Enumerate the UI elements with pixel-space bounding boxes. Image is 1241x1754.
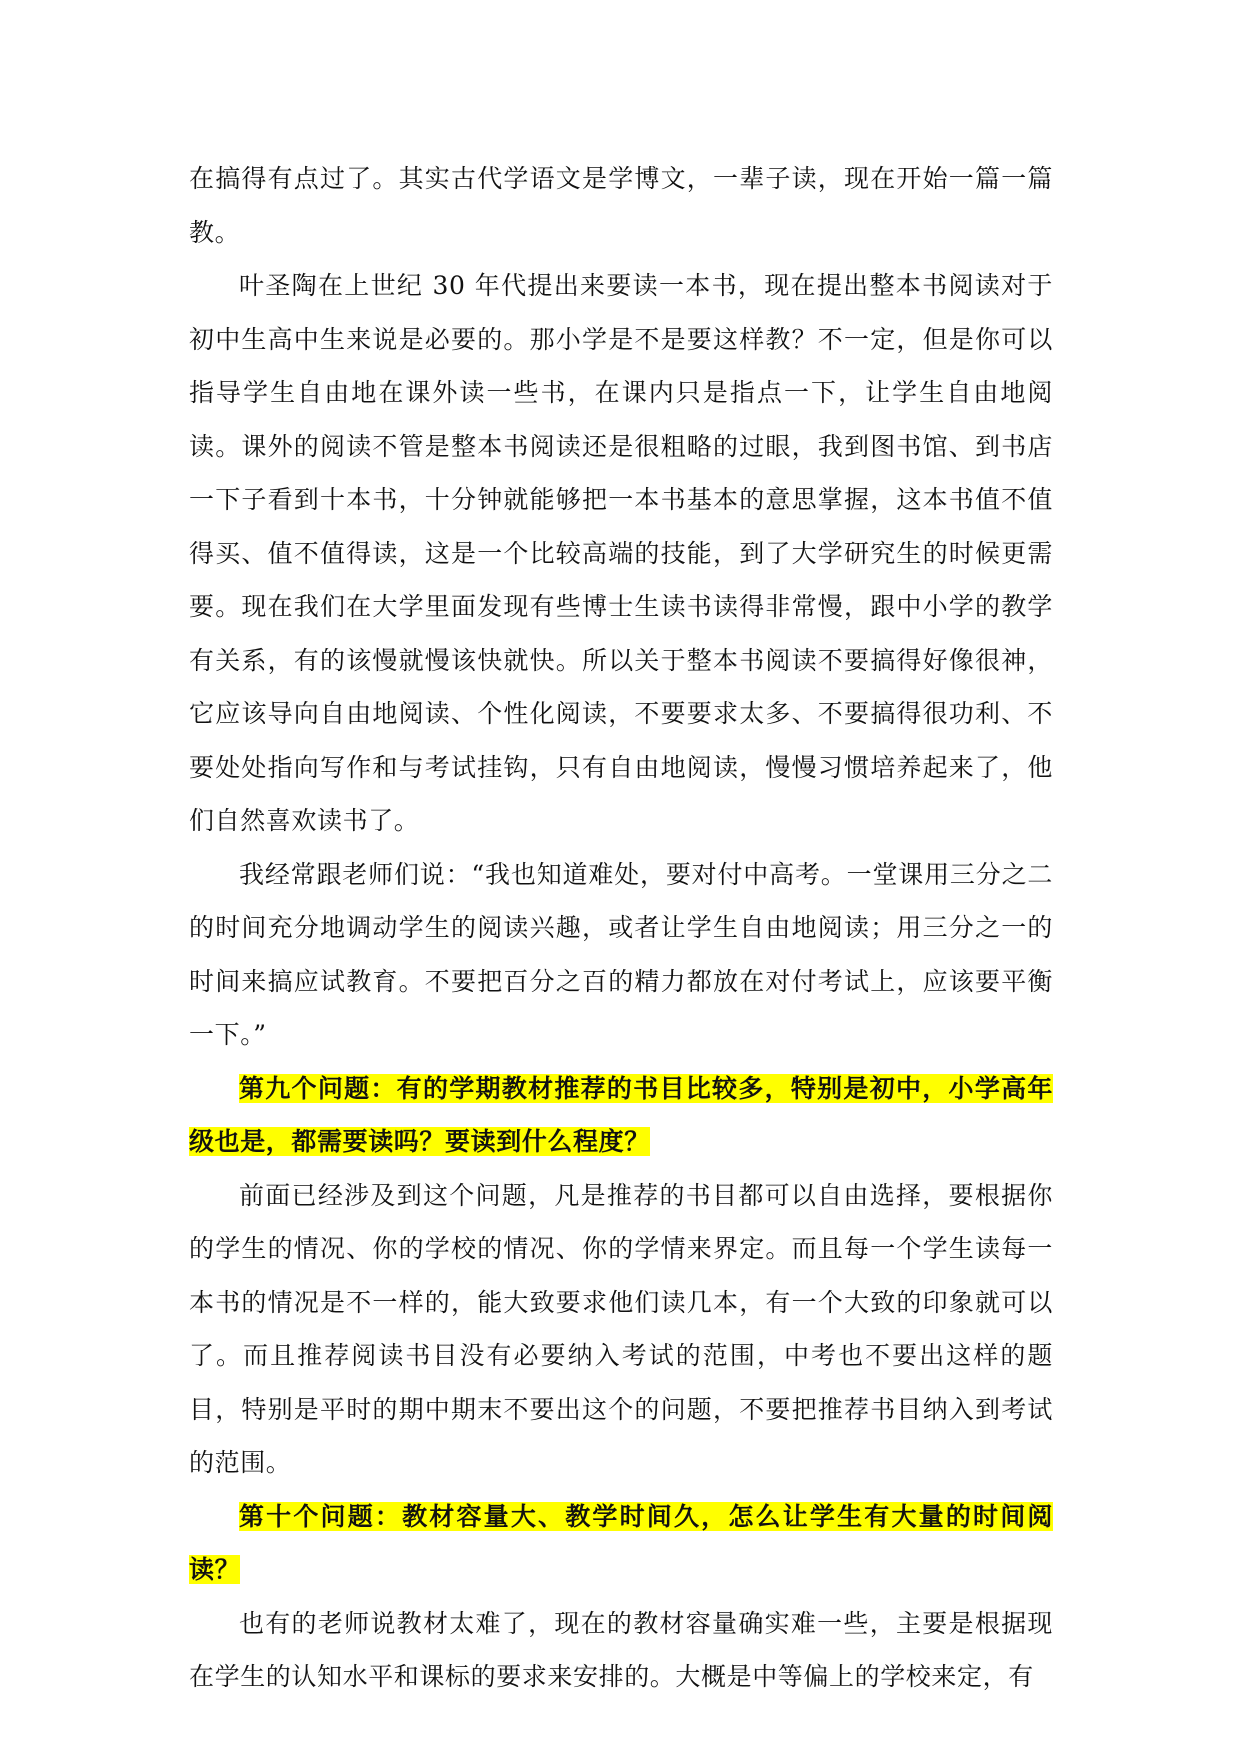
paragraph-answer-ten: 也有的老师说教材太难了，现在的教材容量确实难一些，主要是根据现在学生的认知水平和课标的要求来安排的。大概是中等偏上的学校来定，有 [189,1608,1053,1691]
paragraph-continued: 在搞得有点过了。其实古代学语文是学博文，一辈子读，现在开始一篇一篇教。 [189,164,1053,247]
paragraph-answer-nine: 前面已经涉及到这个问题，凡是推荐的书目都可以自由选择，要根据你的学生的情况、你的学校的情况、你的学情来界定。而且每一个学生读每一本书的情况是不一样的，能大致要求他们读几本，有一个大致的印象就可以了。而且推荐阅读书目没有必要纳入考试的范围，中考也不要出这样的题目，特别是平时的期中期末不要出这个的问题，不要把推荐书目纳入到考试的范围。 [189,1180,1053,1477]
paragraph-ye-shengtao: 叶圣陶在上世纪 30 年代提出来要读一本书，现在提出整本书阅读对于初中生高中生来说是必要的。那小学是不是要这样教？不一定，但是你可以指导学生自由地在课外读一些书，在课内只是指点一下，让学生自由地阅读。课外的阅读不管是整本书阅读还是很粗略的过眼，我到图书馆、到书店一下子看到十本书，十分钟就能够把一本书基本的意思掌握，这本书值不值得买、值不值得读，这是一个比较高端的技能，到了大学研究生的时候更需要。现在我们在大学里面发现有些博士生读书读得非常慢，跟中小学的教学有关系，有的该慢就慢该快就快。所以关于整本书阅读不要搞得好像很神，它应该导向自由地阅读、个性化阅读，不要要求太多、不要搞得很功利、不要处处指向写作和与考试挂钩，只有自由地阅读，慢慢习惯培养起来了，他们自然喜欢读书了。 [189,271,1053,835]
highlighted-text: 第十个问题：教材容量大、教学时间久，怎么让学生有大量的时间阅读？ [189,1501,1053,1584]
question-ten-heading [189,1490,1053,1597]
document-body [189,152,1053,1704]
highlighted-text: 第九个问题：有的学期教材推荐的书目比较多，特别是初中，小学高年级也是，都需要读吗？要读到什么程度？ [189,1073,1053,1156]
paragraph-teacher-quote: 我经常跟老师们说：“我也知道难处，要对付中高考。一堂课用三分之二的时间充分地调动学生的阅读兴趣，或者让学生自由地阅读；用三分之一的时间来搞应试教育。不要把百分之百的精力都放在对付考试上，应该要平衡一下。” [189,859,1053,1049]
question-nine-heading [189,1062,1053,1169]
